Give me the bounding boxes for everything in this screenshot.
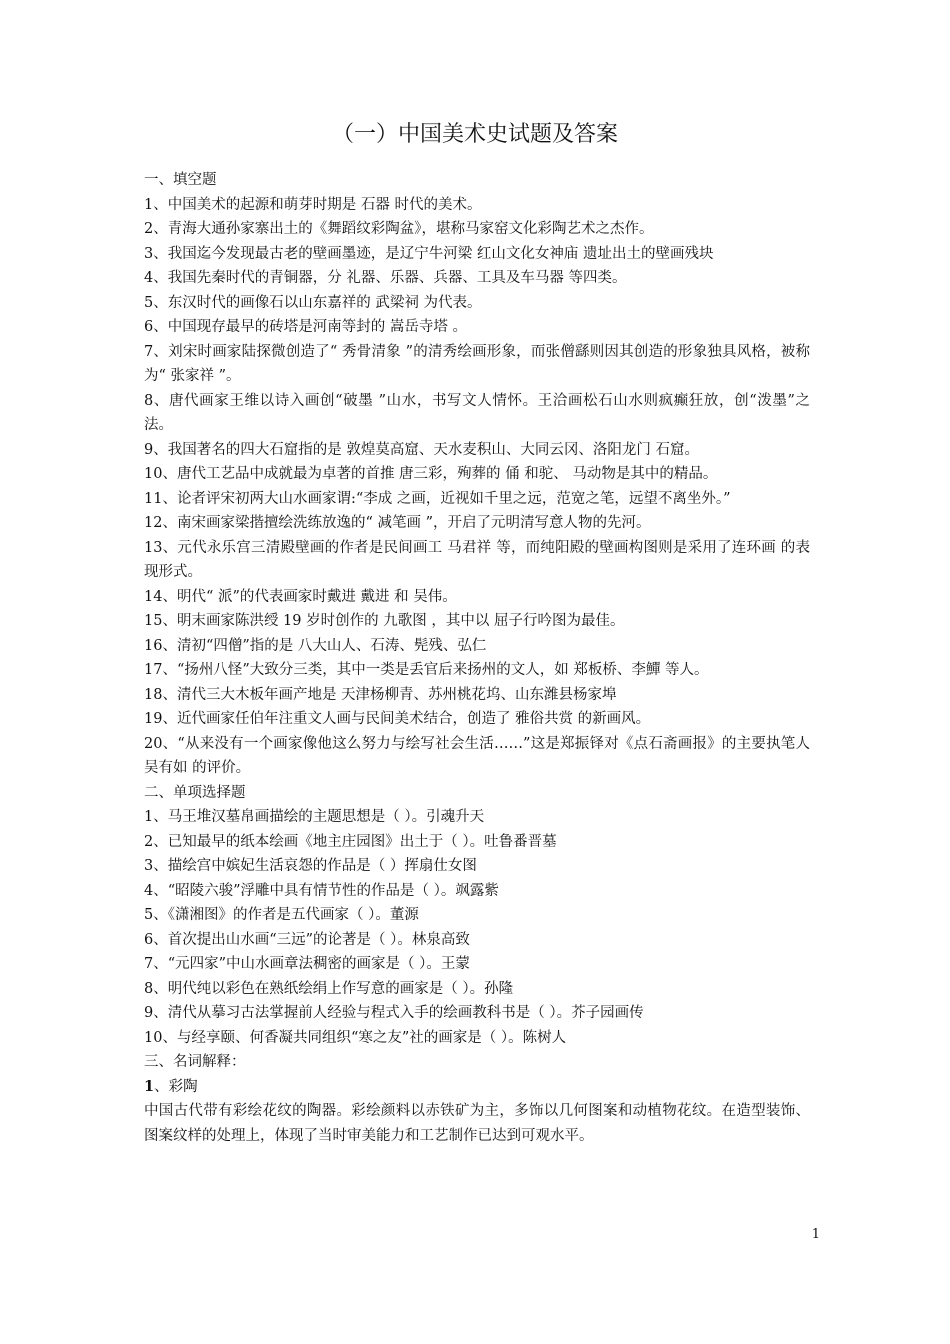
fill-question-18: 18、清代三大木板年画产地是 天津杨柳青、苏州桃花坞、山东潍县杨家埠: [144, 686, 617, 703]
choice-question-9: 9、清代从摹习古法掌握前人经验与程式入手的绘画教科书是（ ）。芥子园画传: [144, 1005, 644, 1021]
choice-question-2: 2、已知最早的纸本绘画《地主庄园图》出土于（ ）。吐鲁番晋墓: [144, 833, 557, 850]
choice-question-5: 5、《潇湘图》的作者是五代画家（ ）。董源: [144, 907, 419, 923]
section-heading-terms: 三、名词解释：: [144, 1054, 246, 1070]
fill-question-16: 16、清初“四僧”指的是 八大山人、石涛、髡残、弘仁: [144, 637, 487, 654]
term-1-number: 1: [144, 1077, 155, 1095]
fill-question-14: 14、明代“ 派”的代表画家时戴进 戴进 和 吴伟。: [144, 588, 457, 605]
fill-question-17: 17、“扬州八怪”大致分三类，其中一类是丢官后来扬州的文人，如 郑板桥、李鱓 等人。: [144, 662, 709, 678]
fill-question-5: 5、东汉时代的画像石以山东嘉祥的 武梁祠 为代表。: [144, 294, 482, 311]
fill-question-3: 3、我国迄今发现最古老的壁画墨迹，是辽宁牛河梁 红山文化女神庙 遗址出土的壁画残块: [144, 245, 714, 262]
fill-question-1: 1、中国美术的起源和萌芽时期是 石器 时代的美术。: [144, 196, 482, 213]
choice-question-3: 3、描绘宫中嫔妃生活哀怨的作品是（ ）挥扇仕女图: [144, 858, 477, 874]
term-1-title: 、彩陶: [154, 1078, 198, 1095]
choice-question-6: 6、首次提出山水画“三远”的论著是（ ）。林泉高致: [144, 931, 470, 948]
fill-question-20: 20、“从来没有一个画家像他这么努力与绘写社会生活……”这是郑振铎对《点石斋画报》的主要执笔人 吴有如 的评价。: [144, 735, 810, 776]
fill-question-13: 13、元代永乐宫三清殿壁画的作者是民间画工 马君祥 等，而纯阳殿的壁画构图则是采用了连环画 的表现形式。: [144, 539, 810, 580]
fill-question-11: 11、论者评宋初两大山水画家谓:“李成 之画，近视如千里之远，范宽之笔，远望不离坐外。”: [144, 490, 731, 507]
term-1-heading: [144, 1075, 810, 1100]
choice-question-4: 4、“昭陵六骏”浮雕中具有情节性的作品是（ ）。飒露紫: [144, 882, 499, 899]
choice-question-8: 8、明代纯以彩色在熟纸绘绢上作写意的画家是（ ）。孙隆: [144, 980, 514, 997]
term-1-definition: 中国古代带有彩绘花纹的陶器。彩绘颜料以赤铁矿为主，多饰以几何图案和动植物花纹。在造型装饰、图案纹样的处理上，体现了当时审美能力和工艺制作已达到可观水平。: [144, 1103, 810, 1144]
fill-question-8: 8、唐代画家王维以诗入画创“破墨 ”山水，书写文人情怀。王洽画松石山水则疯癫狂放，创“泼墨”之法。: [144, 392, 810, 433]
choice-question-1: 1、马王堆汉墓帛画描绘的主题思想是（ ）。引魂升天: [144, 809, 485, 825]
choice-question-10: 10、与经享颐、何香凝共同组织“寒之友”社的画家是（ ）。陈树人: [144, 1029, 567, 1046]
fill-question-12: 12、南宋画家梁揩擅绘洗练放逸的“ 减笔画 ”，开启了元明清写意人物的先河。: [144, 515, 651, 531]
page-number: 1: [811, 1227, 820, 1242]
fill-question-19: 19、近代画家任伯年注重文人画与民间美术结合，创造了 雅俗共赏 的新画风。: [144, 711, 651, 727]
fill-question-15: 15、明末画家陈洪绶 19 岁时创作的 九歌图 ，其中以 屈子行吟图为最佳。: [144, 613, 625, 629]
fill-question-9: 9、我国著名的四大石窟指的是 敦煌莫高窟、天水麦积山、大同云冈、洛阳龙门 石窟。: [144, 441, 699, 458]
choice-question-7: 7、“元四家”中山水画章法稠密的画家是（ ）。王蒙: [144, 956, 470, 972]
fill-question-2: 2、青海大通孙家寨出土的《舞蹈纹彩陶盆》，堪称马家窑文化彩陶艺术之杰作。: [144, 221, 654, 237]
document-body: [144, 168, 810, 1148]
section-heading-choice: 二、单项选择题: [144, 784, 246, 801]
document-title: （一）中国美术史试题及答案: [331, 122, 618, 147]
section-heading-fill: 一、填空题: [144, 172, 217, 188]
fill-question-4: 4、我国先秦时代的青铜器，分 礼器、乐器、兵器、工具及车马器 等四类。: [144, 270, 627, 286]
fill-question-10: 10、唐代工艺品中成就最为卓著的首推 唐三彩，殉葬的 俑 和驼、 马动物是其中的精品。: [144, 466, 718, 482]
fill-question-7: 7、刘宋时画家陆探微创造了“ 秀骨清象 ”的清秀绘画形象，而张僧繇则因其创造的形象独具风格，被称为“ 张家祥 ”。: [144, 343, 810, 384]
fill-question-6: 6、中国现存最早的砖塔是河南等封的 嵩岳寺塔 。: [144, 319, 467, 335]
